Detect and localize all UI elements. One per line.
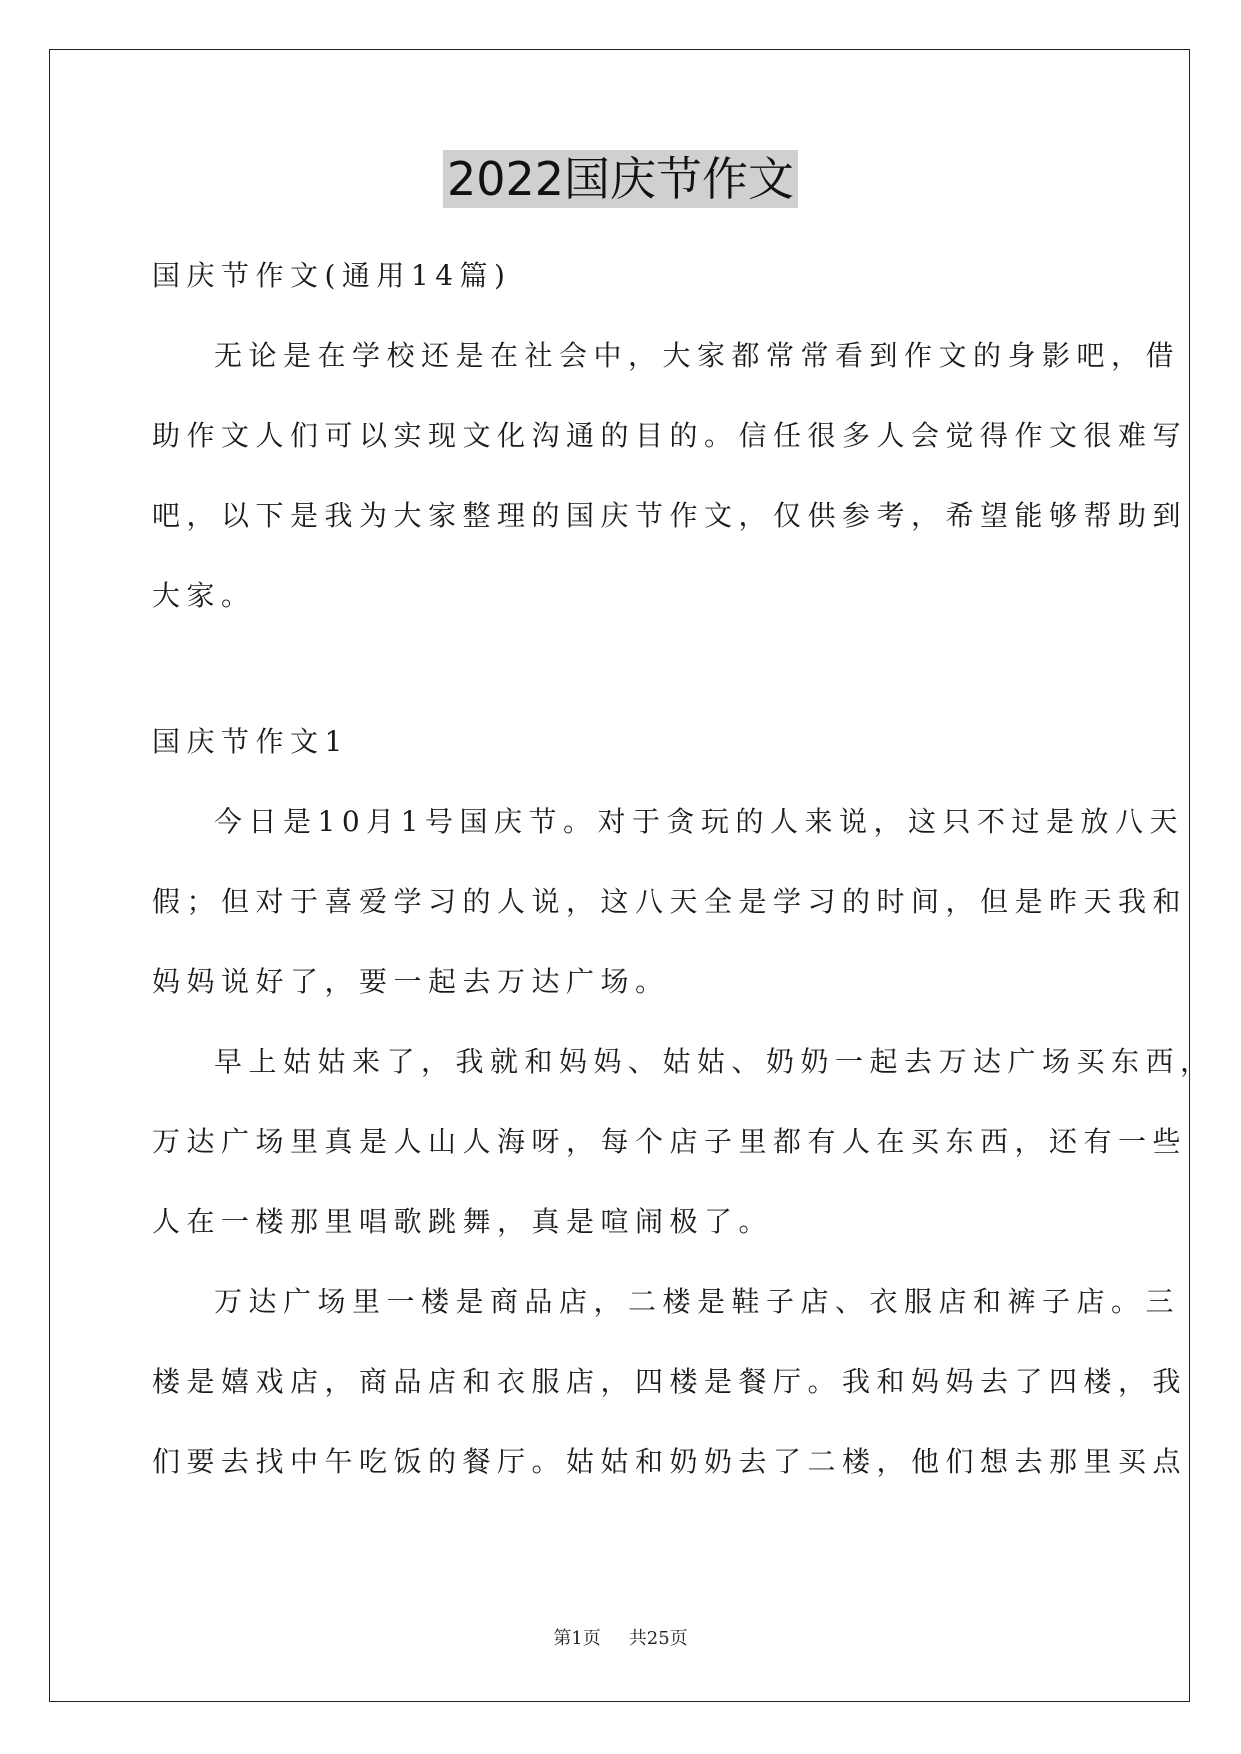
section-heading: 国庆节作文1 bbox=[152, 725, 349, 758]
page-footer bbox=[0, 1624, 1241, 1650]
paragraph-line: 人在一楼那里唱歌跳舞，真是喧闹极了。 bbox=[152, 1205, 774, 1238]
page-total: 共25页 bbox=[628, 1628, 688, 1649]
page-number: 第1页 bbox=[553, 1628, 601, 1649]
paragraph-line: 假；但对于喜爱学习的人说，这八天全是学习的时间，但是昨天我和 bbox=[152, 885, 1188, 918]
document-subtitle: 国庆节作文(通用14篇) bbox=[152, 259, 512, 292]
intro-line: 吧，以下是我为大家整理的国庆节作文，仅供参考，希望能够帮助到 bbox=[152, 499, 1188, 532]
section-spacer bbox=[152, 636, 1092, 702]
paragraph-line: 楼是嬉戏店，商品店和衣服店，四楼是餐厅。我和妈妈去了四楼，我 bbox=[152, 1365, 1188, 1398]
intro-line: 助作文人们可以实现文化沟通的目的。信任很多人会觉得作文很难写 bbox=[152, 419, 1188, 452]
intro-line: 无论是在学校还是在社会中，大家都常常看到作文的身影吧，借 bbox=[214, 339, 1181, 372]
paragraph-line: 万达广场里一楼是商品店，二楼是鞋子店、衣服店和裤子店。三 bbox=[214, 1285, 1181, 1318]
paragraph-line: 们要去找中午吃饭的餐厅。姑姑和奶奶去了二楼，他们想去那里买点 bbox=[152, 1445, 1188, 1478]
document-body bbox=[152, 236, 1215, 1502]
paragraph-line: 早上姑姑来了，我就和妈妈、姑姑、奶奶一起去万达广场买东西， bbox=[214, 1045, 1215, 1078]
paragraph-line: 今日是10月1号国庆节。对于贪玩的人来说，这只不过是放八天 bbox=[214, 805, 1184, 838]
document-title: 2022国庆节作文 bbox=[443, 150, 798, 208]
title-container bbox=[0, 150, 1241, 208]
paragraph-line: 万达广场里真是人山人海呀，每个店子里都有人在买东西，还有一些 bbox=[152, 1125, 1188, 1158]
intro-line: 大家。 bbox=[152, 579, 256, 612]
paragraph-line: 妈妈说好了，要一起去万达广场。 bbox=[152, 965, 670, 998]
